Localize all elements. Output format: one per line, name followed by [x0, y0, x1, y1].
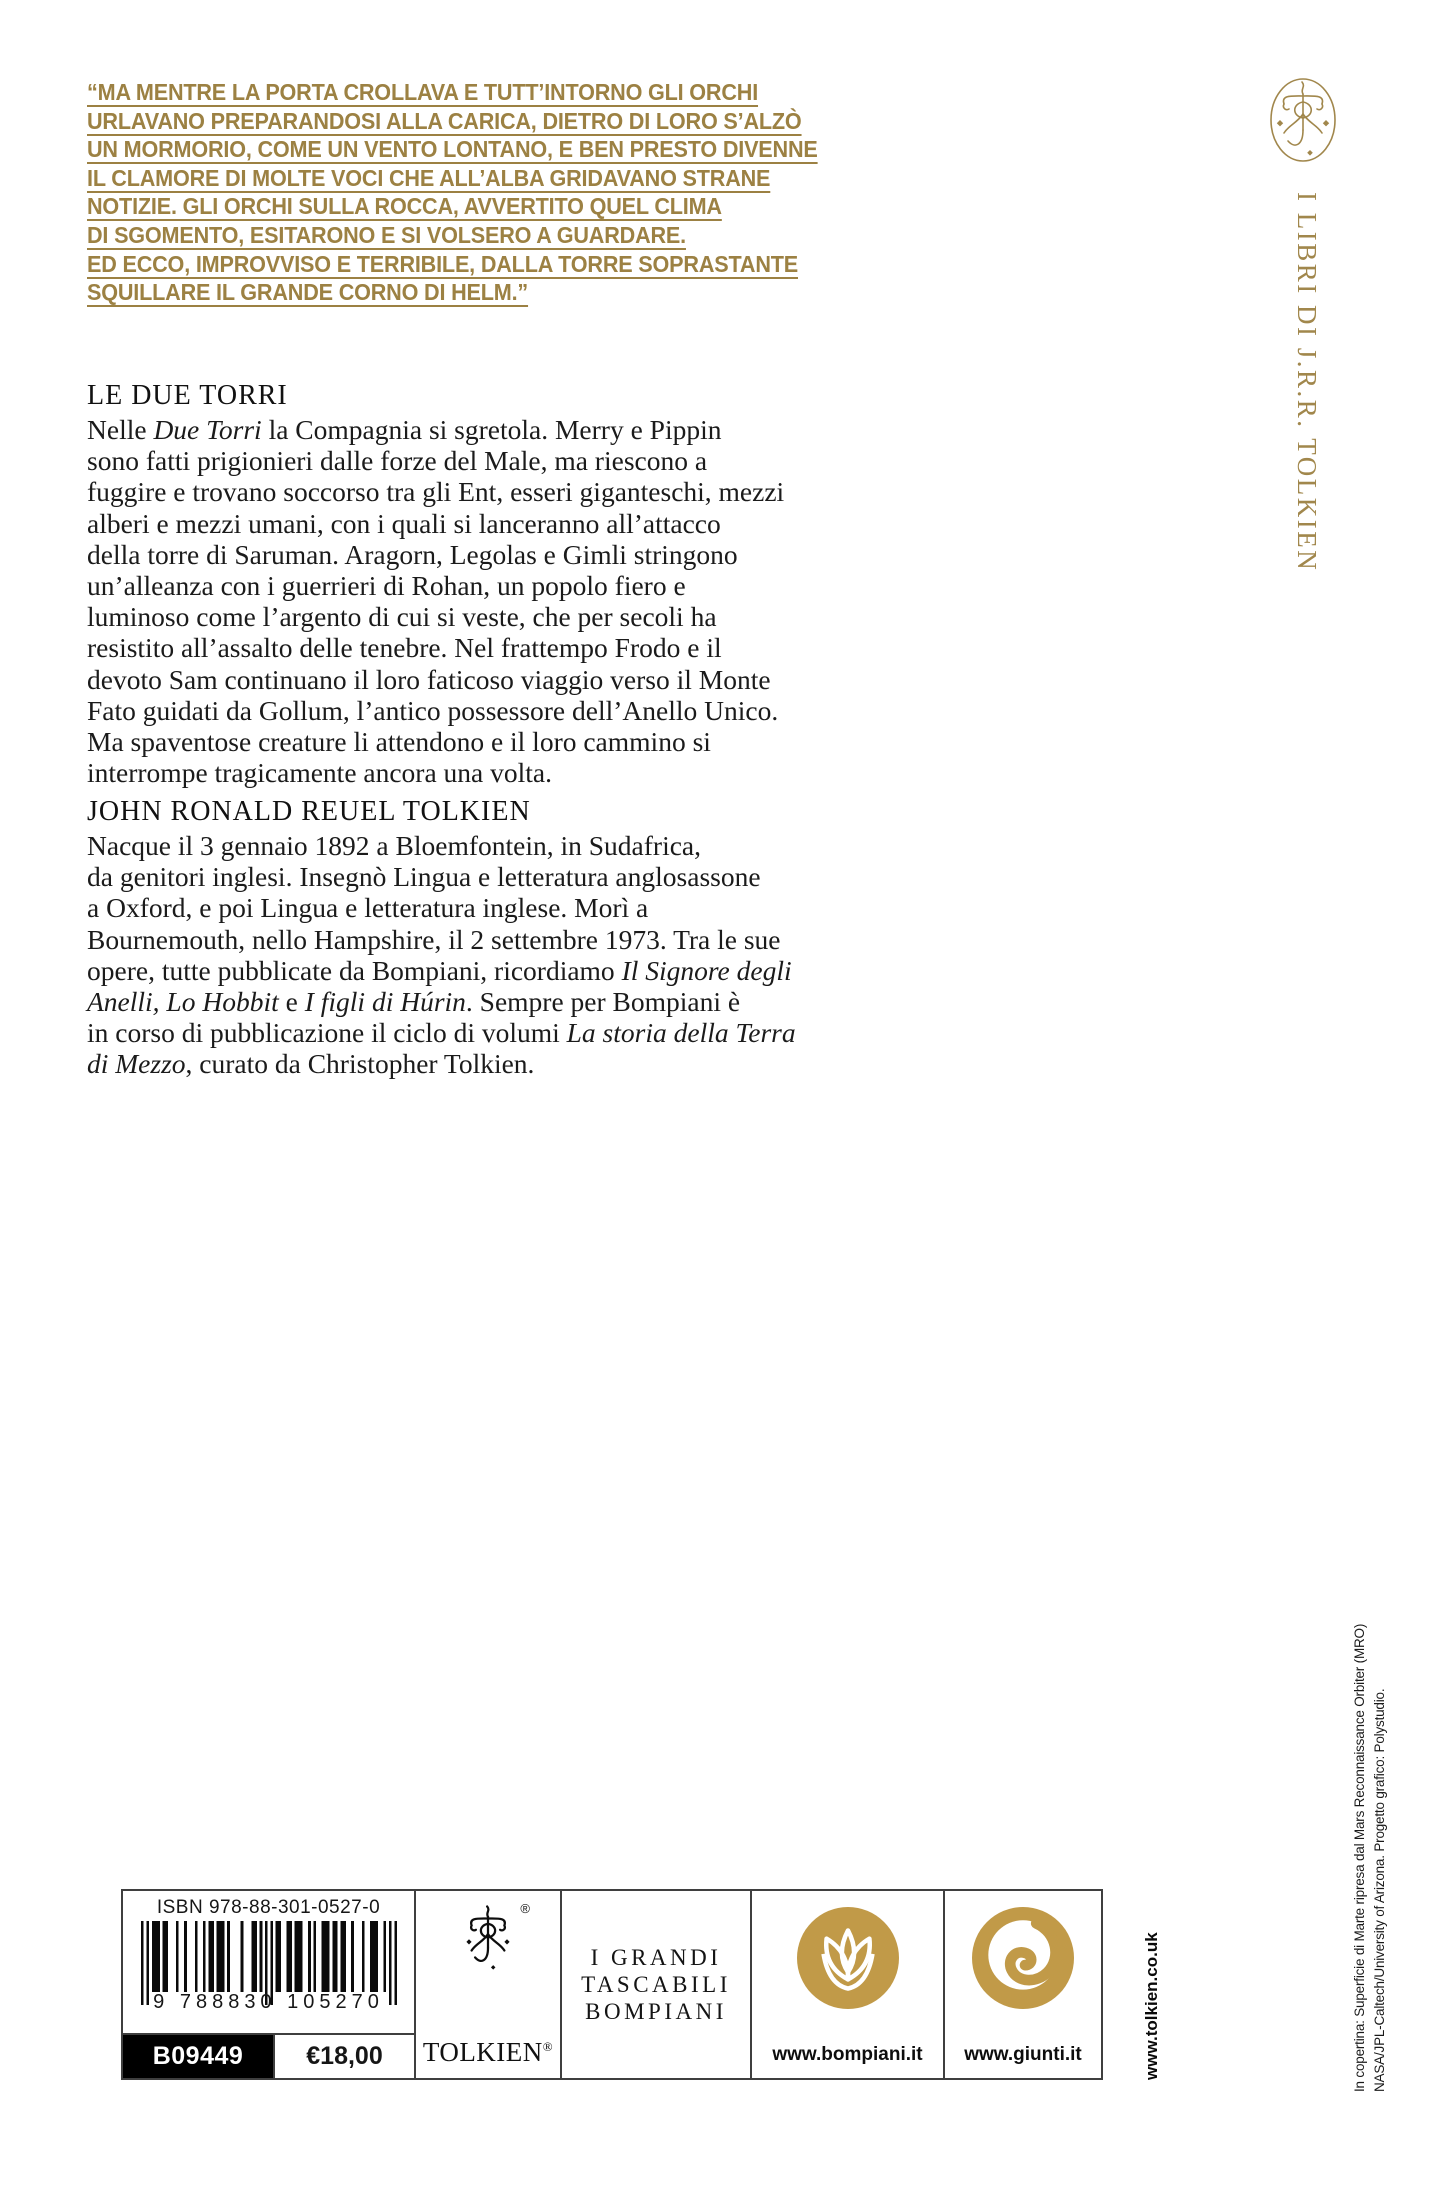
text-line: di Mezzo, curato da Christopher Tolkien.: [87, 1048, 535, 1080]
barcode-box: [123, 1891, 416, 2078]
tolkien-brand-box: [416, 1891, 562, 2078]
text-line: ED ECCO, IMPROVVISO E TERRIBILE, DALLA TORRE SOPRASTANTE: [87, 250, 799, 277]
text-line: I GRANDI: [590, 1945, 722, 1970]
text-line: NASA/JPL-Caltech/University of Arizona. Progetto grafico: Polystudio.: [1371, 1688, 1387, 2092]
text-line: “MA MENTRE LA PORTA CROLLAVA E TUTT’INTORNO GLI ORCHI: [87, 79, 759, 105]
text-line: della torre di Saruman. Aragorn, Legolas e Gimli stringono: [87, 538, 738, 570]
text-line: in corso di pubblicazione il ciclo di volumi La storia della Terra: [87, 1017, 796, 1049]
synopsis-text: [87, 414, 784, 788]
excerpt-quote: [87, 79, 864, 308]
text-line: sono fatti prigionieri dalle forze del Male, ma riescono a: [87, 445, 708, 477]
bompiani-box: [752, 1891, 945, 2078]
text-line: IL CLAMORE DI MOLTE VOCI CHE ALL’ALBA GRIDAVANO STRANE: [87, 164, 771, 191]
isbn-label: ISBN 978-88-301-0527-0: [156, 1897, 381, 1918]
text-line: devoto Sam continuano il loro faticoso viaggio verso il Monte: [87, 663, 771, 695]
text-line: URLAVANO PREPARANDOSI ALLA CARICA, DIETRO DI LORO S’ALZÒ: [87, 107, 802, 134]
bompiani-logo-icon: [797, 1907, 899, 2009]
imprint-box: [562, 1891, 752, 2078]
text-line: luminoso come l’argento di cui si veste, che per secoli ha: [87, 601, 717, 633]
tolkien-monogram-oval-icon: [1266, 74, 1340, 171]
edition-code-badge: B09449: [123, 2035, 273, 2078]
text-line: In copertina: Superficie di Marte ripresa dal Mars Reconnaissance Orbiter (MRO): [1352, 1623, 1367, 2092]
bompiani-url: www.bompiani.it: [772, 2044, 923, 2065]
text-line: interrompe tragicamente ancora una volta.: [87, 757, 552, 789]
giunti-box: [945, 1891, 1101, 2078]
text-line: BOMPIANI: [585, 1999, 727, 2024]
series-title-vertical: I LIBRI DI J.R.R. TOLKIEN: [1292, 192, 1322, 573]
text-line: a Oxford, e poi Lingua e letteratura inglese. Morì a: [87, 892, 649, 924]
text-line: Nacque il 3 gennaio 1892 a Bloemfontein, in Sudafrica,: [87, 830, 701, 861]
text-line: Anelli, Lo Hobbit e I figli di Húrin. Sempre per Bompiani è: [87, 985, 741, 1017]
price-label: €18,00: [273, 2035, 414, 2078]
text-line: da genitori inglesi. Insegnò Lingua e letteratura anglosassone: [87, 861, 761, 893]
cover-credits: [1350, 1624, 1389, 2092]
text-line: NOTIZIE. GLI ORCHI SULLA ROCCA, AVVERTITO QUEL CLIMA: [87, 193, 722, 220]
giunti-url: www.giunti.it: [964, 2044, 1082, 2065]
text-line: Bournemouth, nello Hampshire, il 2 settembre 1973. Tra le sue: [87, 923, 781, 955]
text-line: UN MORMORIO, COME UN VENTO LONTANO, E BEN PRESTO DIVENNE: [87, 136, 818, 163]
text-line: DI SGOMENTO, ESITARONO E SI VOLSERO A GUARDARE.: [87, 221, 686, 248]
text-line: un’alleanza con i guerrieri di Rohan, un popolo fiero e: [87, 569, 686, 601]
ean-digits: 9 788830 105270: [153, 1991, 384, 2013]
text-line: alberi e mezzi umani, con i quali si lanceranno all’attacco: [87, 507, 721, 539]
text-line: opere, tutte pubblicate da Bompiani, ricordiamo Il Signore degli: [87, 954, 792, 986]
giunti-logo-icon: [972, 1907, 1074, 2009]
text-line: Nelle Due Torri la Compagnia si sgretola. Merry e Pippin: [87, 414, 722, 445]
footer-strip: [121, 1889, 1103, 2080]
text-line: Ma spaventose creature li attendono e il loro cammino si: [87, 725, 711, 757]
text-line: fuggire e trovano soccorso tra gli Ent, esseri giganteschi, mezzi: [87, 476, 785, 508]
code-price-row: [123, 2033, 414, 2078]
text-line: SQUILLARE IL GRANDE CORNO DI HELM.”: [87, 279, 529, 306]
text-line: resistito all’assalto delle tenebre. Nel frattempo Frodo e il: [87, 632, 722, 664]
text-line: Fato guidati da Gollum, l’antico possessore dell’Anello Unico.: [87, 694, 779, 726]
book-title-heading: LE DUE TORRI: [87, 380, 288, 411]
text-line: TASCABILI: [581, 1972, 731, 1997]
registered-mark: ®: [520, 1901, 530, 1916]
tolkien-brand-label: TOLKIEN®: [422, 2037, 554, 2067]
author-heading: JOHN RONALD REUEL TOLKIEN: [87, 796, 531, 827]
imprint-bompiani-label: [581, 1944, 731, 2025]
author-bio-text: [87, 830, 796, 1080]
tolkien-monogram-icon: [462, 1901, 530, 1984]
tolkien-site-vertical: www.tolkien.co.uk: [1142, 1932, 1161, 2080]
